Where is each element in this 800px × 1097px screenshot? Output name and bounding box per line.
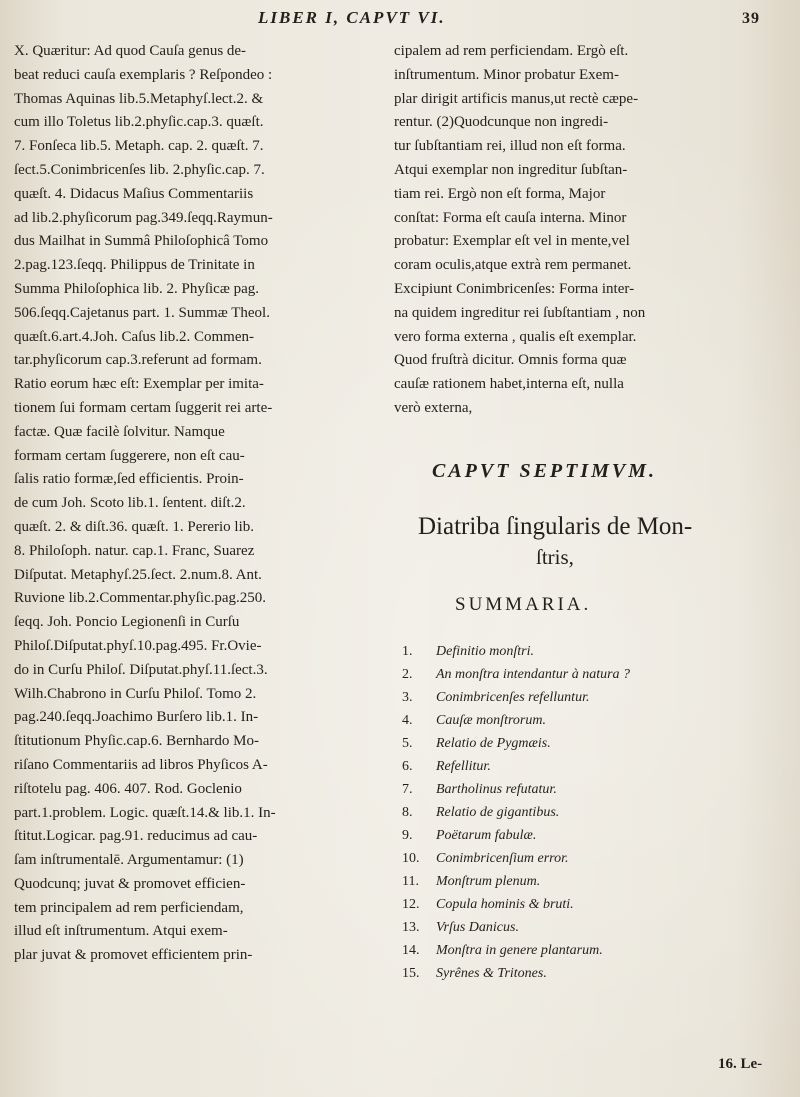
text-line: na quidem ingreditur rei ſubſtantiam , non [394, 304, 646, 321]
text-line: probatur: Exemplar eſt vel in mente,vel [394, 233, 630, 250]
summary-item-text: Monſtrum plenum. [436, 874, 541, 889]
summary-item-number: 12. [402, 897, 420, 912]
text-line: plar dirigit artificis manus,ut rectè cæpe- [394, 90, 639, 107]
text-line: conſtat: Forma eſt cauſa interna. Minor [394, 209, 627, 226]
text-line: riſano Commentariis ad libros Phyſicos A- [14, 756, 268, 773]
summary-item-text: Relatio de gigantibus. [436, 805, 560, 820]
text-line: ſalis ratio formæ,ſed efficientis. Proin- [14, 471, 244, 488]
text-line: ſeqq. Joh. Poncio Legionenſi in Curſu [14, 614, 240, 631]
summary-item [402, 939, 792, 962]
summary-item-text: An monſtra intendantur à natura ? [436, 667, 631, 682]
page-number: 39 [742, 10, 760, 27]
text-line: tem principalem ad rem perficiendam, [14, 899, 244, 916]
summary-item-text: Definitio monſtri. [436, 644, 534, 659]
text-line: cum illo Toletus lib.2.phyſic.cap.3. quæſt. [14, 114, 264, 131]
text-line: 7. Fonſeca lib.5. Metaph. cap. 2. quæſt. 7. [14, 138, 264, 155]
text-line: ſam inſtrumentalē. Argumentamur: (1) [14, 852, 244, 869]
summary-item [402, 755, 792, 778]
text-line: Excipiunt Conimbricenſes: Forma inter- [394, 280, 635, 297]
text-line: de cum Joh. Scoto lib.1. ſentent. diſt.2. [14, 495, 246, 512]
summary-heading: SUMMARIA. [455, 594, 592, 615]
summary-item [402, 916, 792, 939]
summary-item-text: Bartholinus refutatur. [436, 782, 557, 797]
summary-item-number: 1. [402, 644, 413, 659]
text-line: verò externa, [394, 399, 473, 416]
chapter-heading: CAPVT SEPTIMVM. [432, 460, 658, 482]
chapter-title [418, 512, 778, 572]
summary-item [402, 962, 792, 985]
summary-item-text: Refellitur. [436, 759, 491, 774]
text-line: quæſt.6.art.4.Joh. Caſus lib.2. Commen- [14, 328, 254, 345]
summary-item-number: 8. [402, 805, 413, 820]
text-line: Ratio eorum hæc eſt: Exemplar per imita- [14, 376, 264, 393]
text-line: beat reduci cauſa exemplaris ? Reſpondeo : [14, 66, 273, 83]
summary-item-number: 13. [402, 920, 420, 935]
text-line: Quodcunq; juvat & promovet efficien- [14, 875, 246, 892]
text-line: ſect.5.Conimbricenſes lib. 2.phyſic.cap. 7. [14, 161, 265, 178]
text-line: tionem ſui formam certam ſuggerit rei arte- [14, 399, 273, 416]
summary-item-number: 15. [402, 966, 420, 981]
text-line: vero forma externa , qualis eſt exemplar. [394, 328, 637, 345]
summary-item [402, 686, 792, 709]
summary-list [402, 640, 792, 985]
summary-item-number: 9. [402, 828, 413, 843]
text-line: riſtotelu pag. 406. 407. Rod. Goclenio [14, 780, 242, 797]
summary-item-number: 11. [402, 874, 419, 889]
summary-item-number: 10. [402, 851, 420, 866]
summary-item-text: Relatio de Pygmæis. [436, 736, 551, 751]
text-line: coram oculis,atque extrà rem permanet. [394, 257, 632, 274]
running-title: LIBER I, CAPVT VI. [258, 8, 446, 27]
catchword: 16. Le- [718, 1056, 763, 1072]
text-line: ſtitut.Logicar. pag.91. reducimus ad cau- [14, 828, 258, 845]
text-line: Quod fruſtrà dicitur. Omnis forma quæ [394, 352, 627, 369]
text-line: quæſt. 4. Didacus Maſius Commentariis [14, 185, 254, 202]
text-line: inſtrumentum. Minor probatur Exem- [394, 66, 619, 83]
summary-item [402, 870, 792, 893]
text-line: do in Curſu Philoſ. Diſputat.phyſ.11.ſect.3. [14, 661, 268, 678]
summary-item [402, 640, 792, 663]
summary-item [402, 801, 792, 824]
summary-item-number: 5. [402, 736, 413, 751]
text-line: 506.ſeqq.Cajetanus part. 1. Summæ Theol. [14, 304, 270, 321]
text-line: Atqui exemplar non ingreditur ſubſtan- [394, 161, 628, 178]
text-line: formam certam ſuggerere, non eſt cau- [14, 447, 245, 464]
text-line: plar juvat & promovet efficientem prin- [14, 947, 253, 964]
summary-item-number: 7. [402, 782, 413, 797]
text-line: illud eſt inſtrumentum. Atqui exem- [14, 923, 228, 940]
page-header [0, 2, 800, 36]
summary-item [402, 824, 792, 847]
text-line: cauſæ rationem habet,interna eſt, nulla [394, 376, 624, 393]
summary-item [402, 709, 792, 732]
text-line: Wilh.Chabrono in Curſu Philoſ. Tomo 2. [14, 685, 257, 702]
text-line: 2.pag.123.ſeqq. Philippus de Trinitate in [14, 257, 255, 274]
text-line: tur ſubſtantiam rei, illud non eſt forma. [394, 138, 626, 155]
text-line: cipalem ad rem perficiendam. Ergò eſt. [394, 43, 629, 59]
text-line: ſtitutionum Phyſic.cap.6. Bernhardo Mo- [14, 733, 259, 750]
summary-item-text: Cauſæ monſtrorum. [436, 713, 546, 728]
summary-item-number: 6. [402, 759, 413, 774]
text-line: part.1.problem. Logic. quæſt.14.& lib.1. In- [14, 804, 276, 821]
chapter-title-line: Diatriba ſingularis de Mon- [418, 513, 693, 540]
summary-item-text: Conimbricenſes refelluntur. [436, 690, 590, 705]
text-line: tiam rei. Ergò non eſt forma, Major [394, 185, 606, 202]
text-line: quæſt. 2. & diſt.36. quæſt. 1. Pererio lib. [14, 518, 254, 535]
text-line: ad lib.2.phyſicorum pag.349.ſeqq.Raymun- [14, 209, 273, 226]
text-line: Philoſ.Diſputat.phyſ.10.pag.495. Fr.Ovie- [14, 637, 262, 654]
summary-item-number: 14. [402, 943, 420, 958]
left-text-column [14, 40, 386, 968]
summary-item [402, 893, 792, 916]
chapter-title-line: ſtris, [536, 545, 574, 569]
text-line: Ruvione lib.2.Commentar.phyſic.pag.250. [14, 590, 267, 607]
summary-item-number: 2. [402, 667, 413, 682]
summary-item-text: Vrſus Danicus. [436, 920, 519, 935]
text-line: Summa Philoſophica lib. 2. Phyſicæ pag. [14, 280, 259, 297]
summary-item-text: Copula hominis & bruti. [436, 897, 574, 912]
text-line: pag.240.ſeqq.Joachimo Burſero lib.1. In- [14, 709, 259, 726]
summary-item-text: Conimbricenſium error. [436, 851, 569, 866]
right-text-column [394, 40, 794, 421]
summary-item [402, 847, 792, 870]
summary-item [402, 778, 792, 801]
summary-item-text: Syrênes & Tritones. [436, 966, 547, 981]
text-line: Diſputat. Metaphyſ.25.ſect. 2.num.8. Ant. [14, 566, 262, 583]
text-line: Thomas Aquinas lib.5.Metaphyſ.lect.2. & [14, 90, 264, 107]
text-line: 8. Philoſoph. natur. cap.1. Franc, Suarez [14, 542, 255, 559]
text-line: rentur. (2)Quodcunque non ingredi- [394, 114, 609, 131]
summary-item-text: Monſtra in genere plantarum. [436, 943, 603, 958]
summary-item [402, 663, 792, 686]
summary-item [402, 732, 792, 755]
summary-item-number: 3. [402, 690, 413, 705]
summary-item-number: 4. [402, 713, 413, 728]
text-line: dus Mailhat in Summâ Philoſophicâ Tomo [14, 233, 269, 250]
text-line: tar.phyſicorum cap.3.referunt ad formam. [14, 352, 262, 369]
summary-item-text: Poëtarum fabulæ. [436, 828, 537, 843]
text-line: factæ. Quæ facilè ſolvitur. Namque [14, 423, 225, 440]
text-line: X. Quæritur: Ad quod Cauſa genus de- [14, 43, 247, 59]
